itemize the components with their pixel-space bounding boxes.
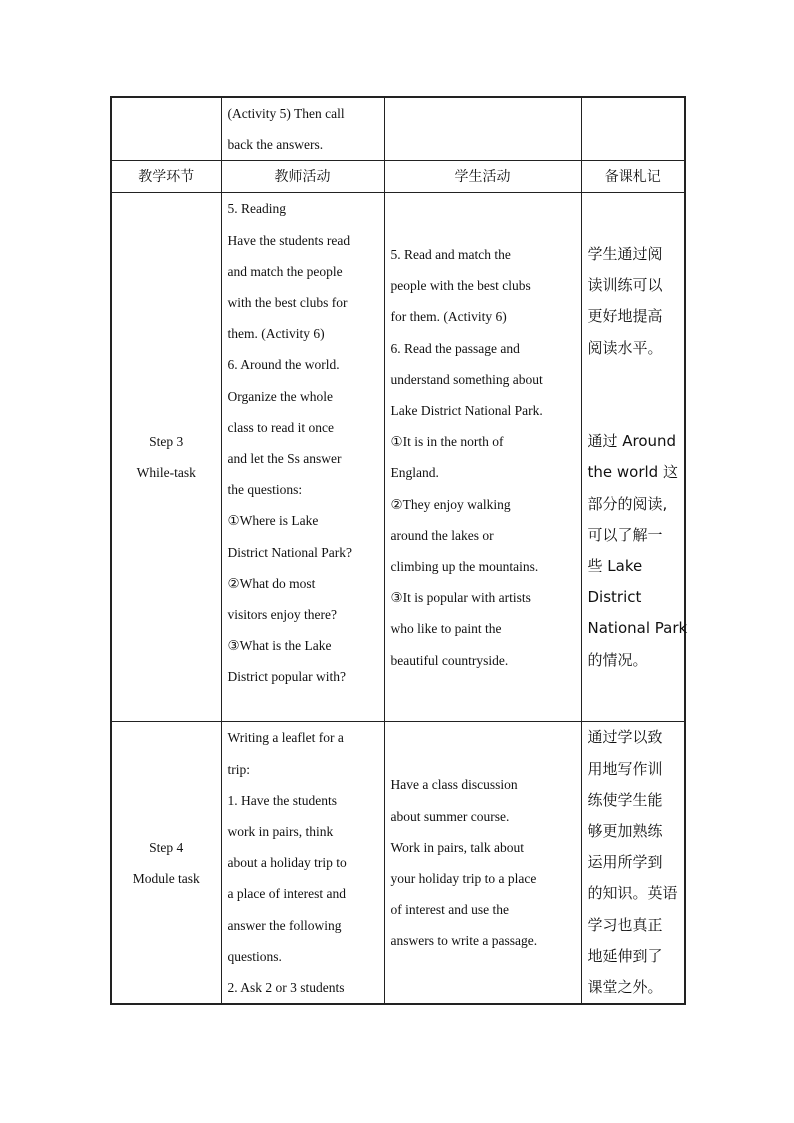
text-line: Work in pairs, talk about [390,839,525,855]
text-line: Have the students read [227,232,351,248]
step3-teacher-text [222,193,384,692]
text-line: 用地写作训 [587,759,663,778]
text-line: ①It is in the north of [390,434,504,450]
text-line: the questions: [227,482,303,498]
header-row [111,161,685,193]
text-line: around the lakes or [390,527,494,543]
text-line: Writing a leaflet for a [227,730,344,746]
text-line [588,395,679,426]
text-line: (Activity 5) Then call [227,106,345,121]
text-line: England. [390,465,439,481]
text-line: 部分的阅读, [587,494,668,513]
continuation-step-cell [111,97,221,161]
text-line: 通过学以致 [587,728,663,747]
text-line: 地延伸到了 [587,946,663,965]
text-line: the world 这 [587,463,678,482]
text-line: 阅读水平。 [587,338,663,357]
text-line: 的情况。 [587,650,648,669]
text-line [588,364,679,395]
text-line: trip: [227,761,250,777]
continuation-teacher-cell [221,97,384,161]
text-line: 5. Reading [227,201,286,217]
text-line: climbing up the mountains. [390,559,539,575]
text-line: your holiday trip to a place [390,870,537,886]
continuation-teacher-text [222,98,384,160]
text-line: 运用所学到 [587,853,663,872]
text-line: them. (Activity 6) [227,326,325,342]
lesson-plan-table [110,96,686,1005]
text-line: ②They enjoy walking [390,496,511,512]
text-line: back the answers. [227,137,324,153]
step3-student-text [385,239,581,676]
step3-step-label [112,426,221,488]
continuation-notes-cell [581,97,685,161]
text-line: 6. Around the world. [227,357,340,373]
text-line: about a holiday trip to [227,855,347,871]
text-line: 6. Read the passage and [390,340,520,356]
text-line: 读训练可以 [587,276,663,295]
text-line: answers to write a passage. [390,933,538,949]
text-line: people with the best clubs [390,278,531,294]
text-line: and let the Ss answer [227,451,342,467]
step4-student-text [385,769,581,956]
continuation-row [111,97,685,161]
text-line: 练使学生能 [587,790,663,809]
text-line: District [587,588,642,607]
step4-student-cell [384,722,581,1005]
text-line: ③What is the Lake [227,638,332,654]
text-line: 学生通过阅 [587,245,663,263]
text-line: Step 3 [149,434,184,450]
text-line: Have a class discussion [390,777,518,793]
text-line: 1. Have the students [227,792,337,808]
header-teacher-activity: 教师活动 [221,161,384,193]
step4-teacher-cell [221,722,384,1005]
text-line: class to read it once [227,419,334,435]
text-line: Organize the whole [227,388,333,404]
text-line: questions. [227,948,282,964]
text-line: with the best clubs for [227,295,348,311]
text-line: Lake District National Park. [390,403,543,418]
text-line: a place of interest and [227,886,346,902]
text-line: District National Park? [227,544,352,560]
text-line: 通过 Around [587,432,677,451]
text-line: visitors enjoy there? [227,607,337,623]
text-line: 5. Read and match the [390,246,511,262]
text-line: 可以了解一 [587,525,663,544]
header-teaching-step: 教学环节 [111,161,221,193]
text-line: ②What do most [227,575,316,591]
text-line: ①Where is Lake [227,513,319,529]
text-line: for them. (Activity 6) [390,309,507,325]
step4-notes-cell [581,722,685,1005]
text-line: work in pairs, think [227,824,334,840]
text-line: National Park [587,619,688,638]
step3-teacher-cell [221,193,384,722]
text-line: 学习也真正 [587,915,663,934]
text-line: 2. Ask 2 or 3 students [227,980,345,996]
continuation-student-cell [384,97,581,161]
text-line: 的知识。英语 [587,884,678,903]
text-line: who like to paint the [390,621,502,637]
text-line: about summer course. [390,808,510,824]
text-line: District popular with? [227,669,346,685]
step3-notes-text [582,239,688,676]
text-line: and match the people [227,263,343,279]
step4-notes-text [582,722,685,1003]
step4-step-label [112,832,221,894]
header-student-activity: 学生活动 [384,161,581,193]
step4-row [111,722,685,1005]
step3-notes-cell [581,193,688,722]
text-line: answer the following [227,917,342,933]
header-lesson-notes: 备课札记 [581,161,685,193]
text-line: Step 4 [149,839,184,855]
step4-teacher-text [222,722,384,1003]
text-line: 够更加熟练 [587,822,663,841]
text-line: 些 Lake [587,557,643,575]
text-line: of interest and use the [390,902,509,918]
text-line: While-task [136,465,196,481]
text-line: 课堂之外。 [587,978,663,997]
text-line: beautiful countryside. [390,652,509,668]
text-line: understand something about [390,371,543,387]
step4-step-cell [111,722,221,1005]
step3-row [111,193,685,722]
step3-student-cell [384,193,581,722]
step3-step-cell [111,193,221,722]
text-line: ③It is popular with artists [390,590,531,606]
text-line: 更好地提高 [587,307,663,326]
text-line: Module task [132,870,200,886]
